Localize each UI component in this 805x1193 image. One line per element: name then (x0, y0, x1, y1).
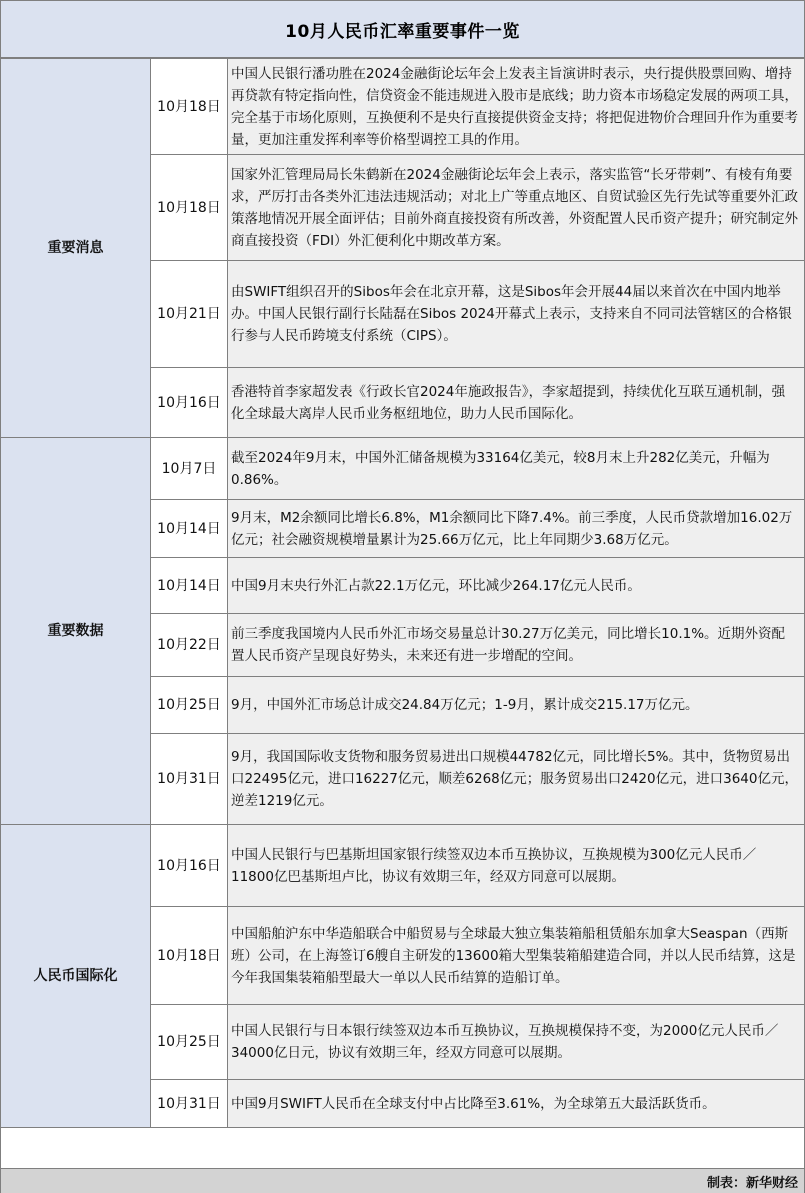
row-date: 10月22日 (151, 614, 228, 677)
row-date: 10月14日 (151, 500, 228, 558)
row-text: 9月，我国国际收支货物和服务贸易进出口规模44782亿元，同比增长5%。其中，货物贸易出口22495亿元，进口16227亿元，顺差6268亿元；服务贸易出口2420亿元，进口3640亿元，逆差1219亿元。 (228, 734, 805, 825)
category-rmb-internationalization: 人民币国际化 (1, 825, 151, 1128)
row-date: 10月18日 (151, 59, 228, 155)
row-date: 10月25日 (151, 1005, 228, 1080)
row-date: 10月18日 (151, 155, 228, 261)
row-text: 中国9月末央行外汇占款22.1万亿元，环比减少264.17亿元人民币。 (228, 558, 805, 614)
row-date: 10月7日 (151, 438, 228, 500)
row-text: 中国人民银行与巴基斯坦国家银行续签双边本币互换协议，互换规模为300亿元人民币／11800亿巴基斯坦卢比，协议有效期三年，经双方同意可以展期。 (228, 825, 805, 907)
row-text: 9月末，M2余额同比增长6.8%，M1余额同比下降7.4%。前三季度，人民币贷款增加16.02万亿元；社会融资规模增量累计为25.66万亿元，比上年同期少3.68万亿元。 (228, 500, 805, 558)
row-text: 香港特首李家超发表《行政长官2024年施政报告》，李家超提到，持续优化互联互通机制，强化全球最大离岸人民币业务枢纽地位，助力人民币国际化。 (228, 368, 805, 438)
row-date: 10月16日 (151, 825, 228, 907)
row-text: 中国9月SWIFT人民币在全球支付中占比降至3.61%，为全球第五大最活跃货币。 (228, 1080, 805, 1128)
row-text: 中国人民银行潘功胜在2024金融街论坛年会上发表主旨演讲时表示，央行提供股票回购、增持再贷款有特定指向性，信贷资金不能违规进入股市是底线；助力资本市场稳定发展的两项工具，完全基于市场化原则，互换便利不是央行直接提供资金支持；将把促进物价合理回升作为重要考量，更加注重发挥利率等价格型调控工具的作用。 (228, 59, 805, 155)
table-row (1, 438, 804, 500)
table-footer (1, 1168, 804, 1193)
table-row (1, 59, 804, 155)
row-text: 截至2024年9月末，中国外汇储备规模为33164亿美元，较8月末上升282亿美元，升幅为0.86%。 (228, 438, 805, 500)
table-title: 10月人民币汇率重要事件一览 (1, 1, 804, 58)
category-important-news: 重要消息 (1, 59, 151, 438)
row-text: 由SWIFT组织召开的Sibos年会在北京开幕，这是Sibos年会开展44届以来首次在中国内地举办。中国人民银行副行长陆磊在Sibos 2024开幕式上表示，支持来自不同司法管辖区的合格银行参与人民币跨境支付系统（CIPS）。 (228, 261, 805, 368)
row-text: 前三季度我国境内人民币外汇市场交易量总计30.27万亿美元，同比增长10.1%。近期外资配置人民币资产呈现良好势头，未来还有进一步增配的空间。 (228, 614, 805, 677)
row-date: 10月16日 (151, 368, 228, 438)
row-text: 中国人民银行与日本银行续签双边本币互换协议，互换规模保持不变，为2000亿元人民币／34000亿日元，协议有效期三年，经双方同意可以展期。 (228, 1005, 805, 1080)
table-row (1, 825, 804, 907)
row-text: 中国船舶沪东中华造船联合中船贸易与全球最大独立集装箱船租赁船东加拿大Seaspan（西斯班）公司，在上海签订6艘自主研发的13600箱大型集装箱船建造合同，并以人民币结算，这是今年我国集装箱船型最大一单以人民币结算的造船订单。 (228, 907, 805, 1005)
row-date: 10月18日 (151, 907, 228, 1005)
row-date: 10月31日 (151, 1080, 228, 1128)
row-date: 10月21日 (151, 261, 228, 368)
row-date: 10月25日 (151, 677, 228, 734)
category-important-data: 重要数据 (1, 438, 151, 825)
row-date: 10月14日 (151, 558, 228, 614)
events-table (1, 58, 804, 1128)
row-date: 10月31日 (151, 734, 228, 825)
source-credit: 制表：新华财经 (706, 1176, 798, 1191)
row-text: 国家外汇管理局局长朱鹤新在2024金融街论坛年会上表示，落实监管“长牙带刺”、有棱有角要求，严厉打击各类外汇违法违规活动；对北上广等重点地区、自贸试验区先行先试等重要外汇政策落地情况开展全面评估；目前外商直接投资有所改善，外资配置人民币资产提升；研究制定外商直接投资（FDI）外汇便利化中期改革方案。 (228, 155, 805, 261)
row-text: 9月，中国外汇市场总计成交24.84万亿元；1-9月，累计成交215.17万亿元。 (228, 677, 805, 734)
